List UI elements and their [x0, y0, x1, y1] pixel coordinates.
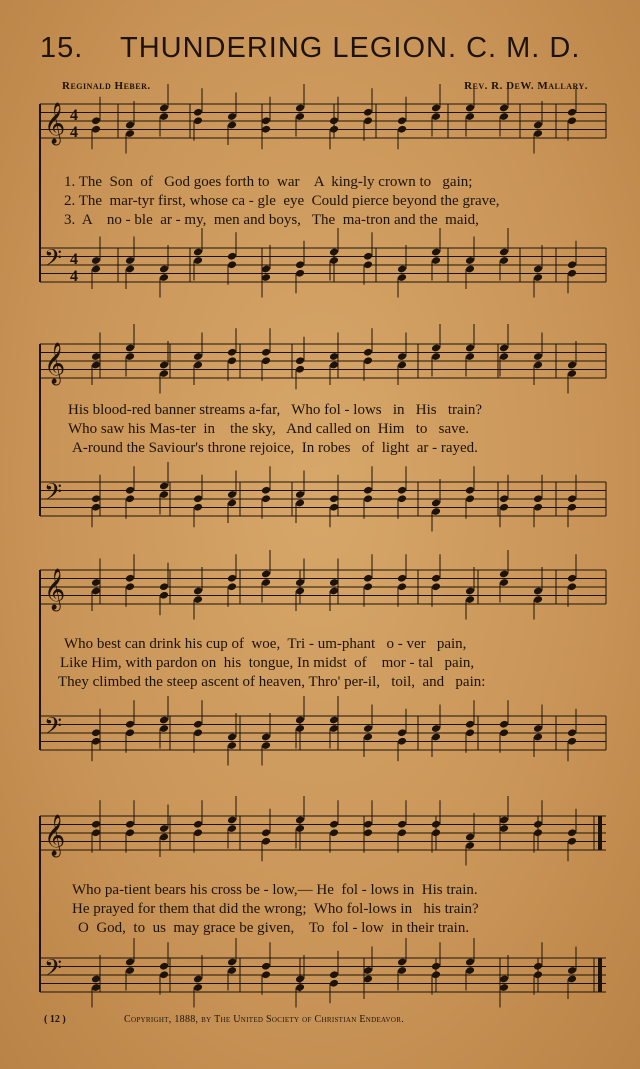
composer-credit: Rev. R. DeW. Mallary.	[464, 80, 588, 92]
lyric-line-3-verse-1: Who best can drink his cup of woe, Tri - um-phant o - ver pain,	[64, 636, 467, 652]
bass-clef-icon: 𝄢	[44, 712, 63, 745]
page-footer	[44, 1014, 604, 1025]
lyric-line-2-verse-3: A-round the Saviour's throne rejoice, In robes of light ar - rayed.	[72, 440, 478, 456]
bass-clef-icon: 𝄢	[44, 954, 63, 987]
treble-clef-icon: 𝄞	[44, 815, 66, 856]
bass-clef-icon: 𝄢	[44, 478, 63, 511]
treble-clef-icon: 𝄞	[44, 343, 66, 384]
lyric-line-3-verse-2: Like Him, with pardon on his tongue, In midst of mor - tal pain,	[60, 655, 475, 671]
lyric-line-4-verse-2: He prayed for them that did the wrong; Who fol-lows in his train?	[72, 901, 479, 917]
time-signature-icon: 4	[70, 107, 78, 124]
page-number: ( 12 )	[44, 1014, 66, 1025]
lyric-line-1-verse-2: 2. The mar-tyr first, whose ca - gle eye Could pierce beyond the grave,	[64, 193, 500, 209]
lyric-line-3-verse-3: They climbed the steep ascent of heaven, Thro' per-il, toil, and pain:	[58, 674, 486, 690]
lyric-line-2-verse-2: Who saw his Mas-ter in the sky, And called on Him to save.	[68, 421, 470, 437]
lyric-line-4-verse-1: Who pa-tient bears his cross be - low,— He fol - lows in His train.	[72, 882, 478, 898]
treble-clef-icon: 𝄞	[44, 103, 66, 144]
bass-clef-icon: 𝄢	[44, 244, 63, 277]
hymn-title: THUNDERING LEGION. C. M. D.	[120, 32, 581, 64]
hymn-number: 15.	[40, 32, 84, 64]
lyric-line-2-verse-1: His blood-red banner streams a-far, Who fol - lows in His train?	[68, 402, 483, 418]
time-signature-icon: 4	[70, 268, 78, 285]
lyric-line-1-verse-3: 3. A no - ble ar - my, men and boys, The ma-tron and the maid,	[64, 212, 479, 228]
time-signature-icon: 4	[70, 251, 78, 268]
lyric-line-1-verse-1: 1. The Son of God goes forth to war A king-ly crown to gain;	[64, 174, 473, 190]
lyricist-credit: Reginald Heber.	[62, 80, 151, 92]
treble-clef-icon: 𝄞	[44, 569, 66, 610]
lyric-line-4-verse-3: O God, to us may grace be given, To fol - low in their train.	[78, 920, 470, 936]
time-signature-icon: 4	[70, 124, 78, 141]
copyright-notice: Copyright, 1888, by The United Society of Christian Endeavor.	[124, 1014, 404, 1025]
